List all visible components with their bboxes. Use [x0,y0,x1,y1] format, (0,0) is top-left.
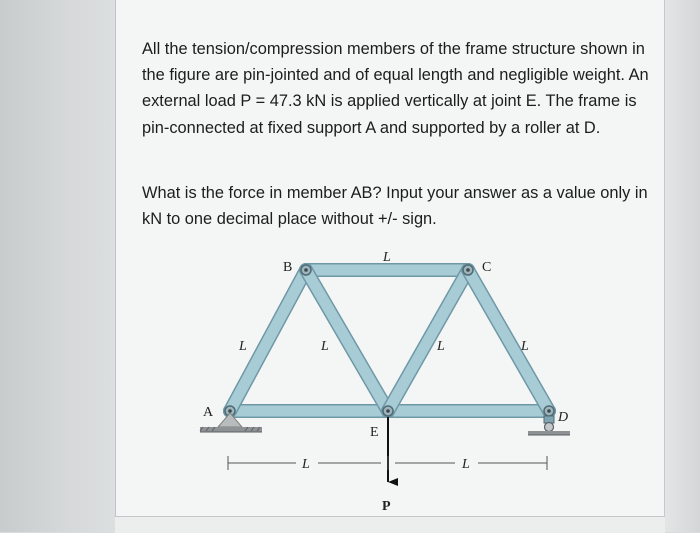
member-label-ab: L [239,339,247,354]
load-label: P [382,499,391,514]
dimension-label-right: L [462,457,470,472]
member-ce [388,270,468,411]
question-text: All the tension/compression members of the frame structure shown in the figure are pin-jointed and of equal length and negligible weight. An external load P = 47.3 kN is applied vertically at joint E. The frame is pin-connected at fixed support A and supported by a roller at D. [142,40,649,137]
member-label-cd: L [521,339,529,354]
dimension-lines [228,456,547,470]
member-label-ce: L [437,339,445,354]
joint-label-d: D [558,410,569,425]
joint-label-b: B [283,260,293,275]
member-label-top: L [383,250,391,265]
joint-label-a: A [203,405,214,420]
member-cd [468,270,549,411]
member-label-be: L [321,339,329,354]
joint-label-e: E [370,425,379,440]
joint-label-c: C [482,260,492,275]
truss-members [230,270,549,411]
dimension-label-left: L [302,457,310,472]
question-prompt: What is the force in member AB? Input your answer as a value only in kN to one decimal place without +/- sign. [142,184,648,229]
member-be [306,270,388,411]
